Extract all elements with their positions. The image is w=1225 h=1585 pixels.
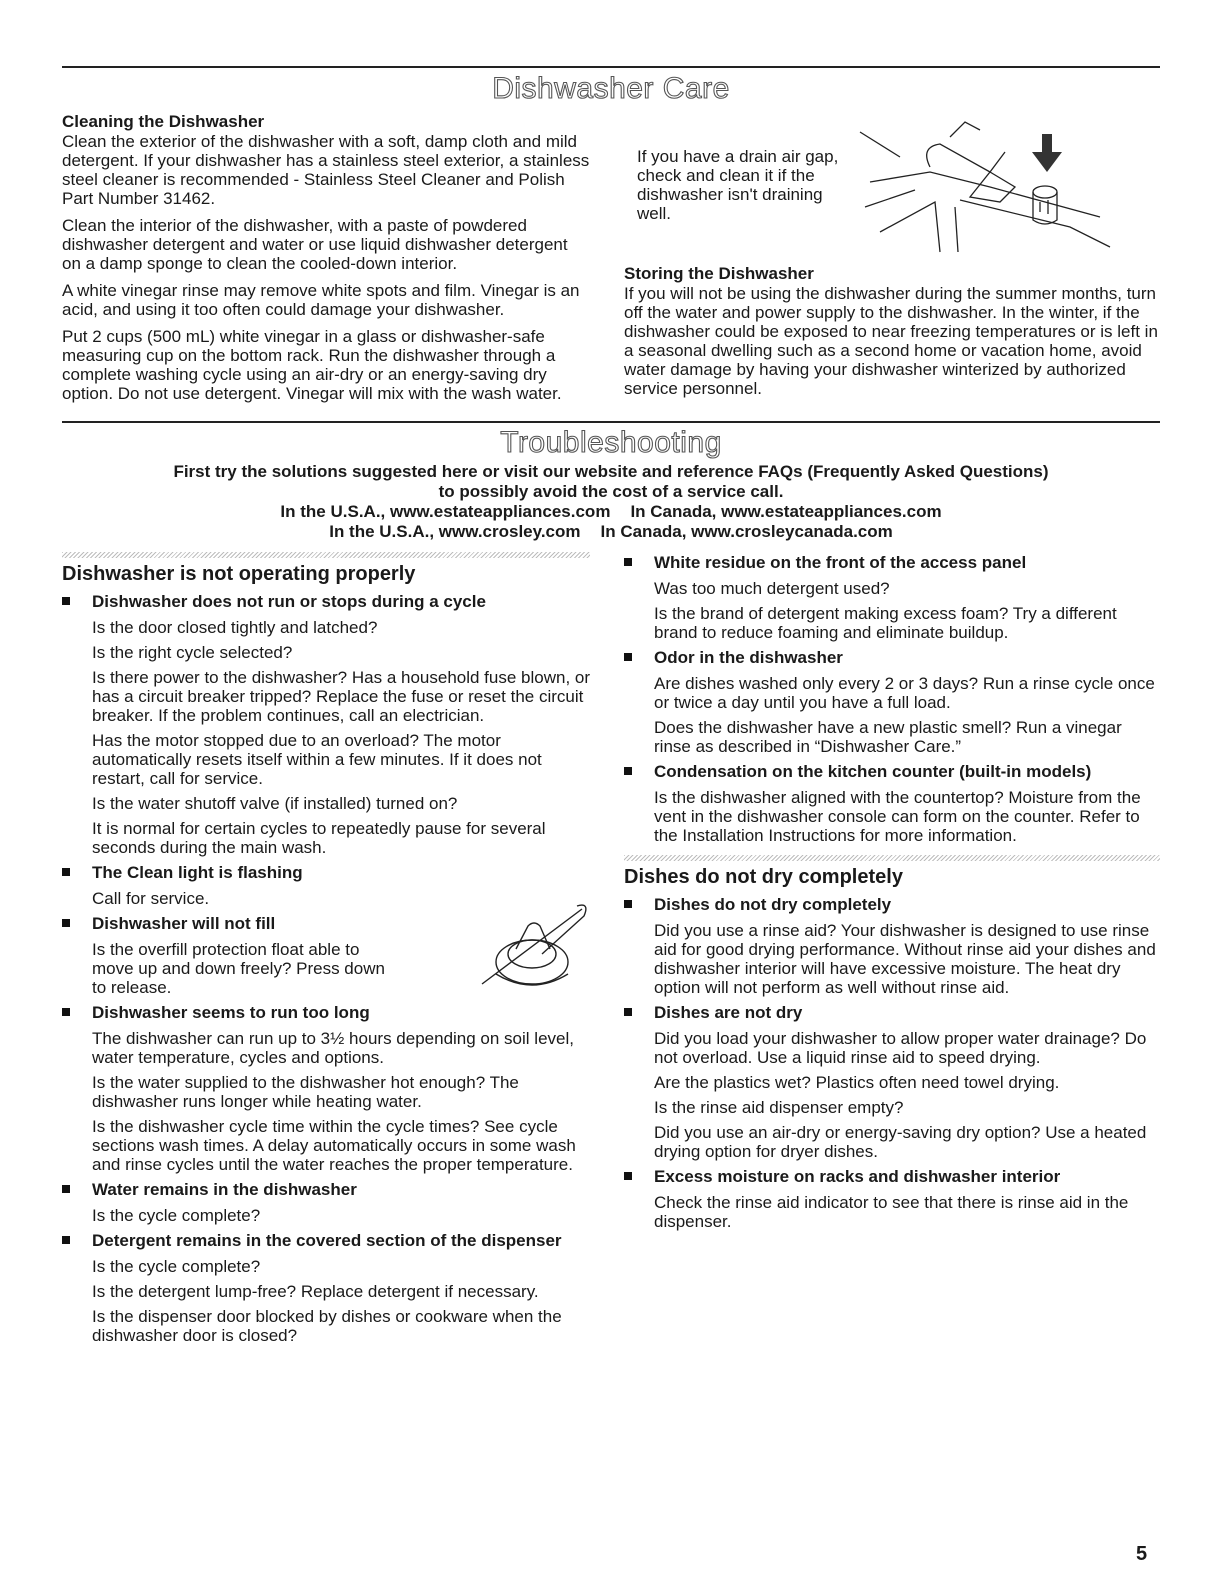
trouble-item-heading: Dishes do not dry completely <box>654 895 892 914</box>
trouble-item-text: Is the water shutoff valve (if installed) turned on? <box>92 794 458 813</box>
trouble-item-text: Check the rinse aid indicator to see that there is rinse aid in the dispenser. <box>654 1193 1129 1231</box>
trouble-item-text: Is the rinse aid dispenser empty? <box>654 1098 904 1117</box>
trouble-item <box>62 592 590 857</box>
trouble-item <box>624 1003 1160 1161</box>
trouble-item-text: It is normal for certain cycles to repeatedly pause for several seconds during the main wash. <box>92 819 546 857</box>
storing-heading: Storing the Dishwasher <box>624 264 814 283</box>
trouble-item <box>62 1180 590 1225</box>
bullet-icon <box>62 1008 70 1016</box>
trouble-item-text: Is the overfill protection float able to move up and down freely? Press down to release. <box>92 940 385 997</box>
trouble-item <box>624 762 1160 845</box>
trouble-item-heading: Condensation on the kitchen counter (built-in models) <box>654 762 1092 781</box>
bullet-icon <box>62 919 70 927</box>
trouble-item <box>624 895 1160 997</box>
cleaning-heading: Cleaning the Dishwasher <box>62 112 265 131</box>
air-gap-faucet-illustration <box>840 112 1140 262</box>
website-line <box>62 522 1160 542</box>
bullet-icon <box>624 1008 632 1016</box>
trouble-item <box>62 1003 590 1174</box>
trouble-item-text: Did you use an air-dry or energy-saving dry option? Use a heated drying option for dryer dishes. <box>654 1123 1147 1161</box>
troubleshooting-intro <box>62 462 1160 542</box>
trouble-item-text: Is the cycle complete? <box>92 1206 261 1225</box>
mid-rule <box>62 421 1160 423</box>
bullet-icon <box>624 767 632 775</box>
troubleshooting-left-column <box>62 552 590 1351</box>
trouble-item-heading: Dishwasher seems to run too long <box>92 1003 370 1022</box>
right-subheading: Dishes do not dry completely <box>624 866 903 888</box>
website-canada-link[interactable]: In Canada, www.crosleycanada.com <box>600 522 893 541</box>
overfill-float-illustration <box>472 904 592 994</box>
care-left-column <box>62 112 590 411</box>
cleaning-paragraph: Clean the exterior of the dishwasher with a soft, damp cloth and mild detergent. If your dishwasher has a stainless steel exterior, a stainless steel cleaner is recommended - Stainless Steel Cleaner and Polish Part Number 31462. <box>62 132 590 208</box>
trouble-item-text: Is the right cycle selected? <box>92 643 293 662</box>
bullet-icon <box>62 597 70 605</box>
trouble-item-heading: The Clean light is flashing <box>92 863 303 882</box>
website-usa-link[interactable]: In the U.S.A., www.crosley.com <box>329 522 581 541</box>
troubleshooting-right-column <box>624 553 1160 1237</box>
trouble-item-text: Is the detergent lump-free? Replace detergent if necessary. <box>92 1282 539 1301</box>
trouble-item <box>624 553 1160 642</box>
trouble-item <box>624 648 1160 756</box>
trouble-item-heading: Excess moisture on racks and dishwasher interior <box>654 1167 1061 1186</box>
trouble-item-text: Was too much detergent used? <box>654 579 890 598</box>
bullet-icon <box>62 1236 70 1244</box>
trouble-item-text: Is the door closed tightly and latched? <box>92 618 378 637</box>
trouble-item <box>624 1167 1160 1231</box>
trouble-item-text: Call for service. <box>92 889 210 908</box>
trouble-item-text: Is there power to the dishwasher? Has a household fuse blown, or has a circuit breaker tripped? Replace the fuse or reset the circuit breaker. If the problem continues, call an electrician. <box>92 668 591 725</box>
trouble-item-text: Are dishes washed only every 2 or 3 days? Run a rinse cycle once or twice a day until you have a full load. <box>654 674 1155 712</box>
cleaning-paragraph: Put 2 cups (500 mL) white vinegar in a glass or dishwasher-safe measuring cup on the bottom rack. Run the dishwasher through a complete washing cycle using an air-dry or an energy-saving dry option. Do not use detergent. Vinegar will mix with the wash water. <box>62 327 562 403</box>
trouble-item-heading: Dishes are not dry <box>654 1003 803 1022</box>
trouble-item-heading: Odor in the dishwasher <box>654 648 843 667</box>
trouble-item-text: Is the dishwasher aligned with the countertop? Moisture from the vent in the dishwasher console can form on the counter. Refer to the Installation Instructions for more information. <box>654 788 1141 845</box>
section-divider <box>62 552 590 558</box>
section-divider <box>624 855 1160 861</box>
cleaning-paragraph: Clean the interior of the dishwasher, with a paste of powdered dishwasher detergent and water or use liquid dishwasher detergent on a damp sponge to clean the cooled-down interior. <box>62 216 568 273</box>
troubleshooting-section-title: Troubleshooting <box>500 426 722 459</box>
air-gap-text: If you have a drain air gap, check and clean it if the dishwasher isn't draining well. <box>637 147 839 223</box>
website-canada-link[interactable]: In Canada, www.estateappliances.com <box>630 502 942 521</box>
bullet-icon <box>624 900 632 908</box>
trouble-item-heading: Water remains in the dishwasher <box>92 1180 357 1199</box>
page-number: 5 <box>1136 1543 1148 1565</box>
trouble-item-heading: Detergent remains in the covered section of the dispenser <box>92 1231 562 1250</box>
bullet-icon <box>62 868 70 876</box>
website-usa-link[interactable]: In the U.S.A., www.estateappliances.com <box>280 502 611 521</box>
trouble-item-text: Does the dishwasher have a new plastic smell? Run a vinegar rinse as described in “Dishwasher Care.” <box>654 718 1122 756</box>
trouble-item-heading: White residue on the front of the access panel <box>654 553 1027 572</box>
trouble-item-heading: Dishwasher does not run or stops during a cycle <box>92 592 486 611</box>
top-rule <box>62 66 1160 68</box>
trouble-item-text: Has the motor stopped due to an overload? The motor automatically resets itself within a few minutes. If it does not restart, call for service. <box>92 731 542 788</box>
down-arrow-icon <box>1032 134 1062 172</box>
bullet-icon <box>624 653 632 661</box>
trouble-item <box>62 1231 590 1345</box>
care-section-title: Dishwasher Care <box>492 72 730 105</box>
trouble-item <box>62 914 590 997</box>
trouble-item-text: Is the dispenser door blocked by dishes or cookware when the dishwasher door is closed? <box>92 1307 562 1345</box>
intro-line: First try the solutions suggested here or visit our website and reference FAQs (Frequently Asked Questions) <box>173 462 1049 481</box>
left-subheading: Dishwasher is not operating properly <box>62 563 416 585</box>
cleaning-paragraph: A white vinegar rinse may remove white spots and film. Vinegar is an acid, and using it too often could damage your dishwasher. <box>62 281 580 319</box>
bullet-icon <box>624 1172 632 1180</box>
trouble-item-text: Is the cycle complete? <box>92 1257 261 1276</box>
trouble-item-text: Did you load your dishwasher to allow proper water drainage? Do not overload. Use a liquid rinse aid to speed drying. <box>654 1029 1147 1067</box>
trouble-item-text: Is the brand of detergent making excess foam? Try a different brand to reduce foaming and eliminate buildup. <box>654 604 1117 642</box>
trouble-item-text: Are the plastics wet? Plastics often need towel drying. <box>654 1073 1060 1092</box>
website-line <box>62 502 1160 522</box>
trouble-item <box>62 863 590 908</box>
trouble-item-heading: Dishwasher will not fill <box>92 914 276 933</box>
trouble-item-text: The dishwasher can run up to 3½ hours depending on soil level, water temperature, cycles and options. <box>92 1029 574 1067</box>
care-right-column <box>624 264 1160 406</box>
storing-paragraph: If you will not be using the dishwasher during the summer months, turn off the water and power supply to the dishwasher. In the winter, if the dishwasher could be exposed to near freezing temperatures or is left in a seasonal dwelling such as a second home or vacation home, avoid water damage by having your dishwasher winterized by authorized service personnel. <box>624 284 1158 398</box>
trouble-item-text: Is the dishwasher cycle time within the cycle times? See cycle sections wash times. A delay automatically occurs in some wash and rinse cycles until the water reaches the proper temperature. <box>92 1117 576 1174</box>
trouble-item-text: Did you use a rinse aid? Your dishwasher is designed to use rinse aid for good drying performance. Without rinse aid your dishes and dishwasher interior will have excessive moisture. The heat dry option will not perform as well without rinse aid. <box>654 921 1156 997</box>
intro-line: to possibly avoid the cost of a service call. <box>438 482 784 501</box>
bullet-icon <box>624 558 632 566</box>
trouble-item-text: Is the water supplied to the dishwasher hot enough? The dishwasher runs longer while heating water. <box>92 1073 519 1111</box>
bullet-icon <box>62 1185 70 1193</box>
